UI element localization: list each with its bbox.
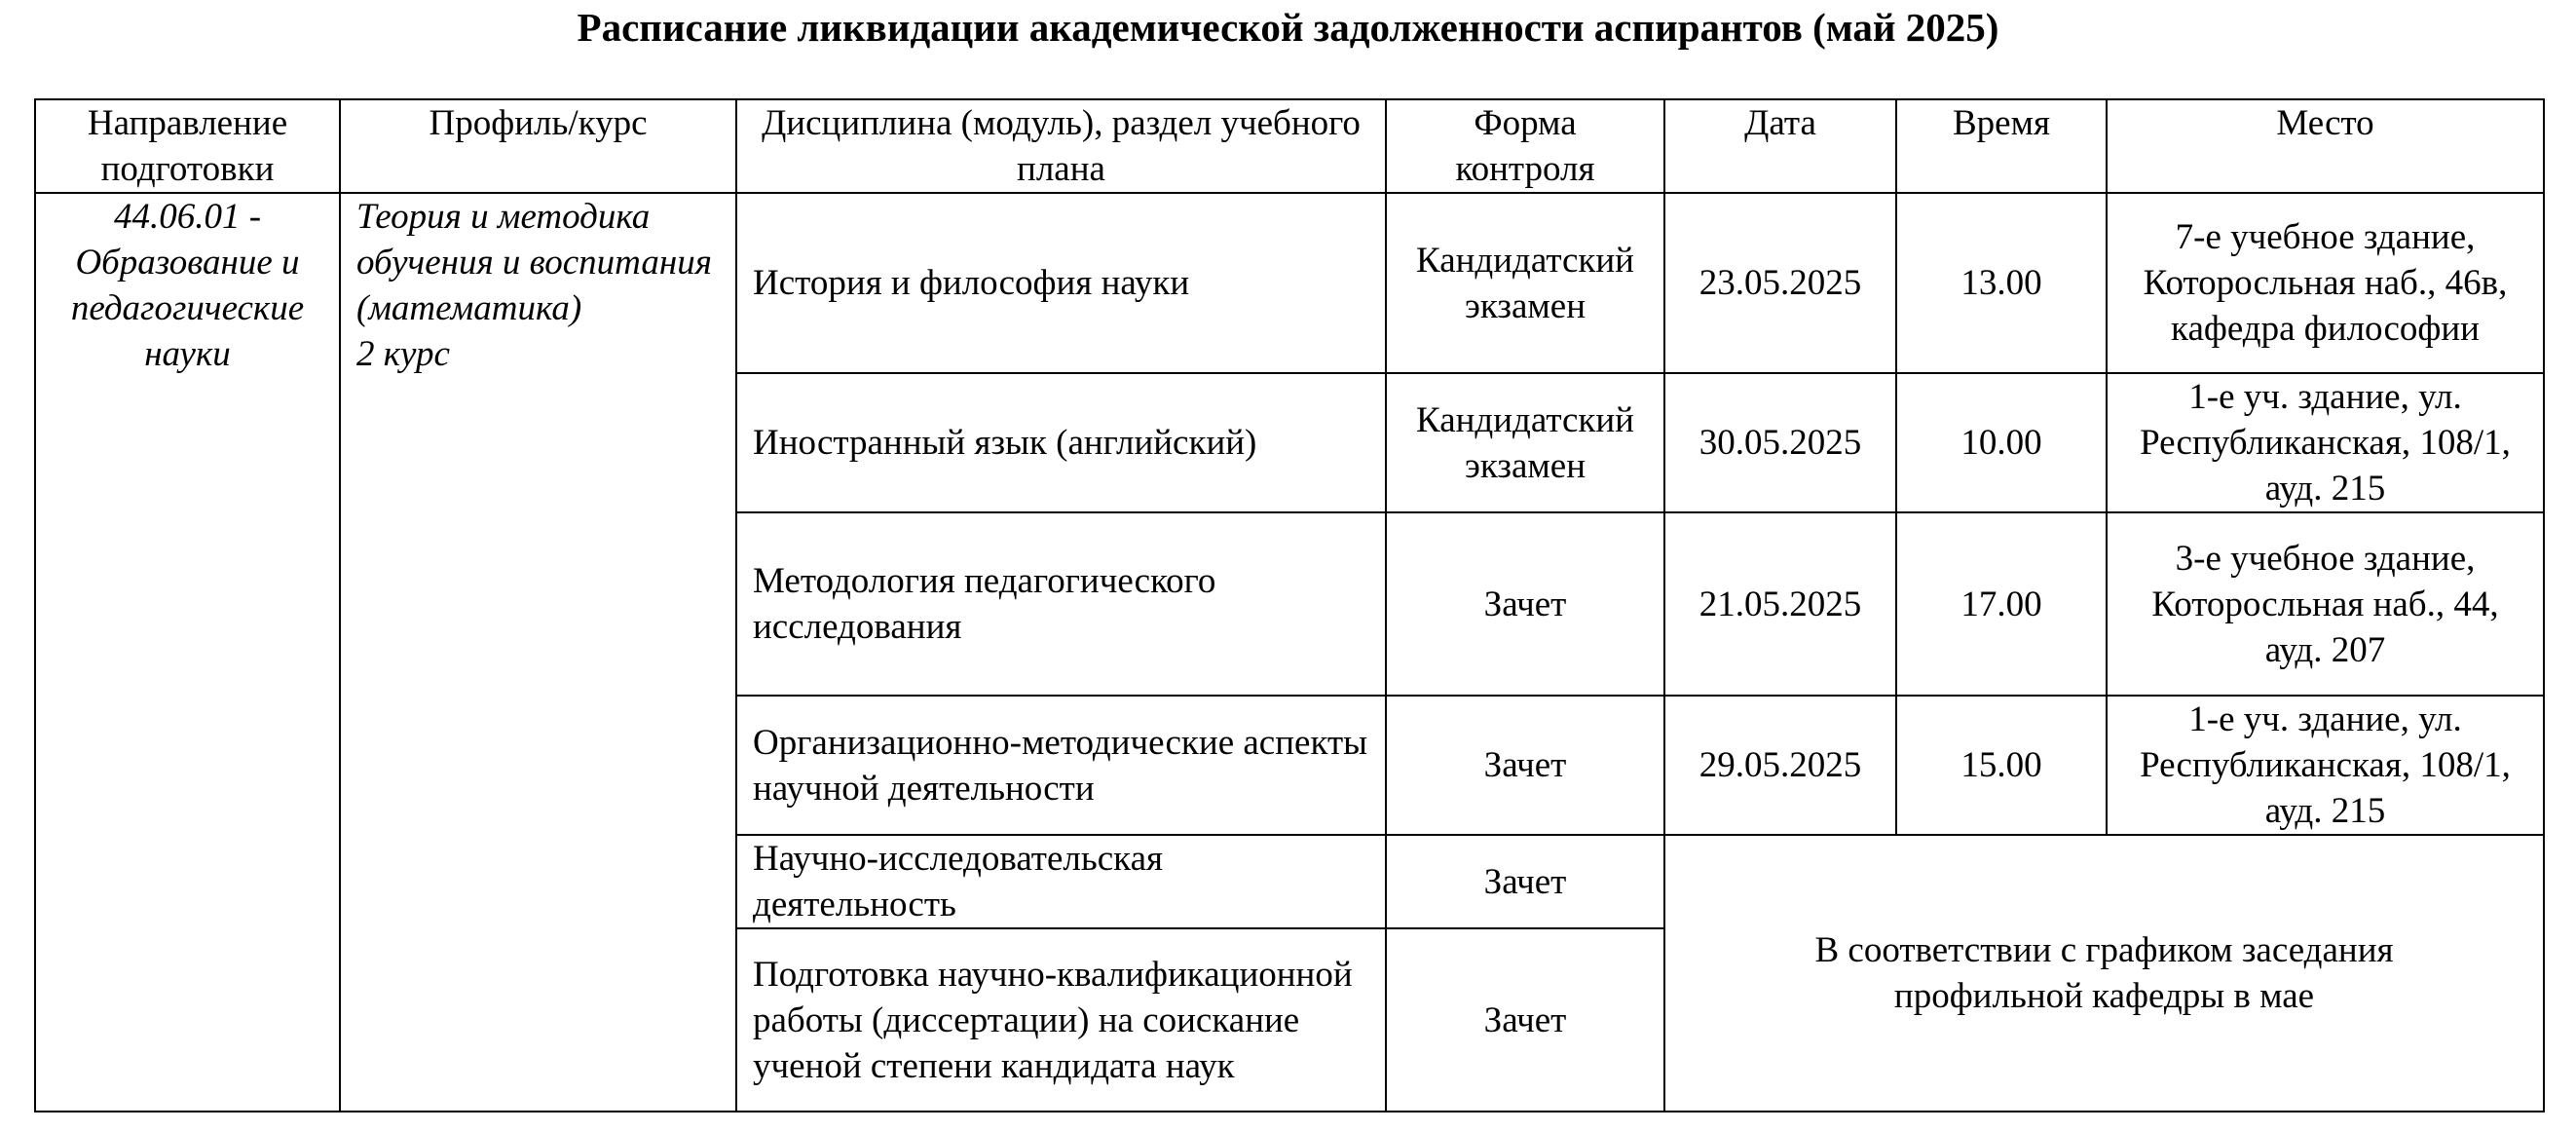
profile-cell — [340, 193, 736, 1112]
header-form: Форма контроля — [1386, 99, 1664, 193]
time-cell: 15.00 — [1896, 696, 2107, 835]
table-row — [35, 193, 2544, 373]
header-time: Время — [1896, 99, 2107, 193]
date-cell: 29.05.2025 — [1664, 696, 1896, 835]
direction-text: 44.06.01 - Образование и педагогические науки — [70, 197, 305, 374]
date-cell: 30.05.2025 — [1664, 373, 1896, 512]
header-place: Место — [2107, 99, 2544, 193]
discipline-cell: История и философия науки — [736, 193, 1386, 373]
place-cell: 3-е учебное здание, Которосльная наб., 44, ауд. 207 — [2107, 512, 2544, 696]
time-cell: 17.00 — [1896, 512, 2107, 696]
date-cell: 23.05.2025 — [1664, 193, 1896, 373]
discipline-cell: Иностранный язык (английский) — [736, 373, 1386, 512]
place-cell: 7-е учебное здание, Которосльная наб., 46в, кафедра философии — [2107, 193, 2544, 373]
time-cell: 10.00 — [1896, 373, 2107, 512]
profile-text: Теория и методика обучения и воспитания (математика) — [356, 197, 712, 328]
discipline-cell: Подготовка научно-квалификационной работы (диссертации) на соискание ученой степени кандидата наук — [736, 928, 1386, 1112]
form-cell: Зачет — [1386, 928, 1664, 1112]
header-direction: Направление подготовки — [35, 99, 340, 193]
discipline-cell: Организационно-методические аспекты научной деятельности — [736, 696, 1386, 835]
header-date: Дата — [1664, 99, 1896, 193]
date-cell: 21.05.2025 — [1664, 512, 1896, 696]
place-cell: 1-е уч. здание, ул. Республиканская, 108/1, ауд. 215 — [2107, 373, 2544, 512]
discipline-cell: Методология педагогического исследования — [736, 512, 1386, 696]
form-cell: Зачет — [1386, 512, 1664, 696]
merged-note-cell: В соответствии с графиком заседания профильной кафедры в мае — [1664, 835, 2544, 1112]
header-discipline: Дисциплина (модуль), раздел учебного плана — [736, 99, 1386, 193]
page-title: Расписание ликвидации академической задолженности аспирантов (май 2025) — [577, 5, 1999, 50]
header-profile: Профиль/курс — [340, 99, 736, 193]
schedule-table — [34, 98, 2545, 1112]
place-cell: 1-е уч. здание, ул. Республиканская, 108/1, ауд. 215 — [2107, 696, 2544, 835]
table-header-row — [35, 99, 2544, 193]
form-cell: Кандидатский экзамен — [1386, 373, 1664, 512]
discipline-cell: Научно-исследовательская деятельность — [736, 835, 1386, 928]
form-cell: Зачет — [1386, 696, 1664, 835]
direction-cell — [35, 193, 340, 1112]
time-cell: 13.00 — [1896, 193, 2107, 373]
form-cell: Кандидатский экзамен — [1386, 193, 1664, 373]
course-text: 2 курс — [356, 334, 450, 374]
form-cell: Зачет — [1386, 835, 1664, 928]
